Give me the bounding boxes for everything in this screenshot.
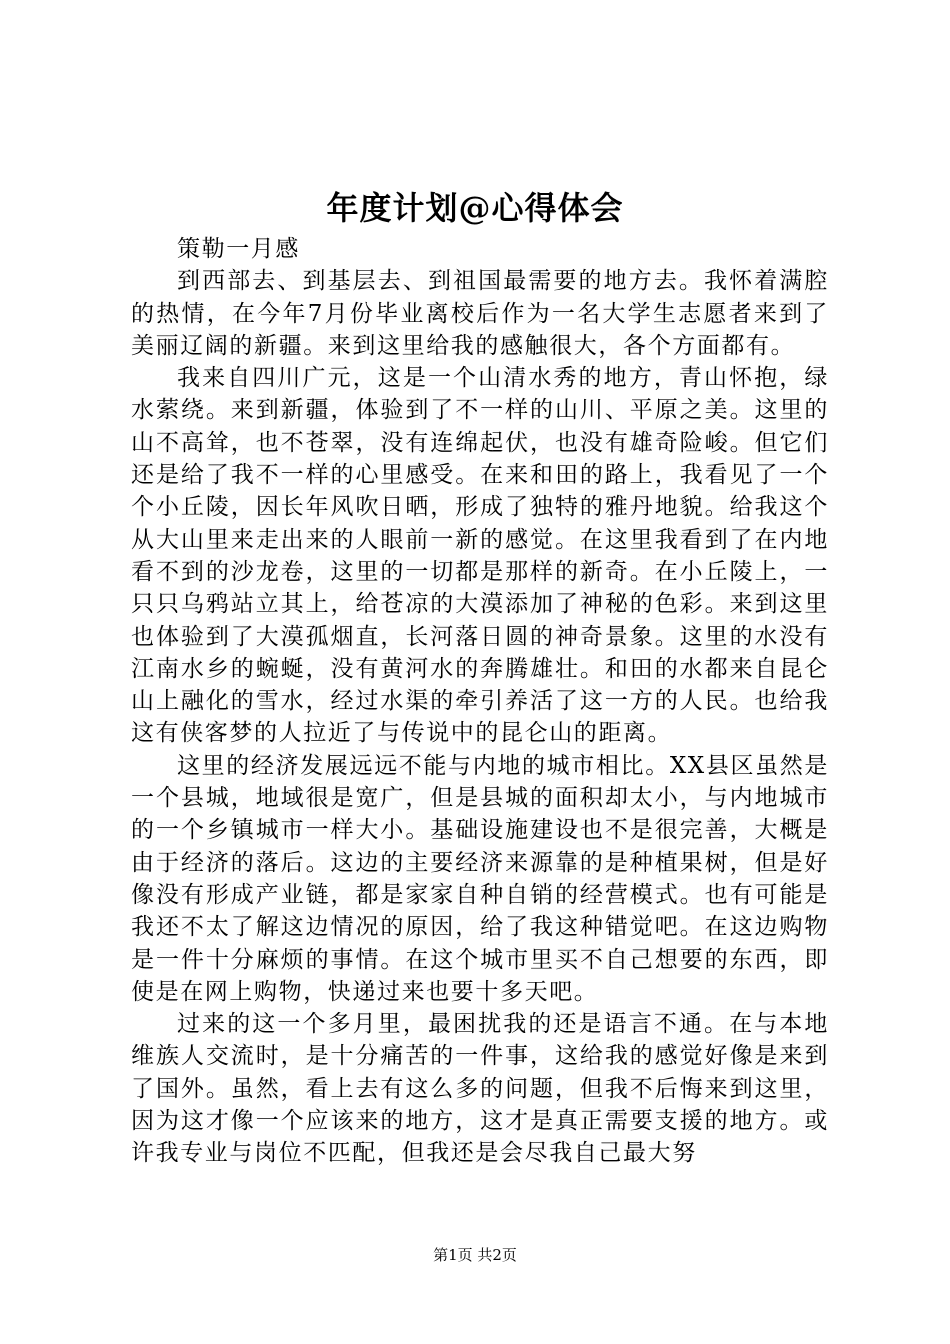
paragraph-3: 这里的经济发展远远不能与内地的城市相比。XX县区虽然是一个县城，地域很是宽广，但是县城的面积却太小，与内地城市的一个乡镇城市一样大小。基础设施建设也不是很完善，大概是由于经济的落后。这边的主要经济来源靠的是种植果树，但是好像没有形成产业链，都是家家自种自销的经营模式。也有可能是我还不太了解这边情况的原因，给了我这种错觉吧。在这边购物是一件十分麻烦的事情。在这个城市里买不自己想要的东西，即使是在网上购物，快递过来也要十多天吧。: [131, 752, 829, 1005]
paragraph-4: 过来的这一个多月里，最困扰我的还是语言不通。在与本地维族人交流时，是十分痛苦的一件事，这给我的感觉好像是来到了国外。虽然，看上去有这么多的问题，但我不后悔来到这里，因为这才像一个应该来的地方，这才是真正需要支援的地方。或许我专业与岗位不匹配，但我还是会尽我自己最大努: [131, 1011, 829, 1167]
document-title: 年度计划@心得体会: [326, 189, 624, 227]
paragraph-subtitle: 策勒一月感: [177, 236, 300, 262]
document-body: [131, 233, 829, 1170]
page-footer: 第1页 共2页: [433, 1246, 517, 1264]
paragraph-2: 我来自四川广元，这是一个山清水秀的地方，青山怀抱，绿水萦绕。来到新疆，体验到了不一样的山川、平原之美。这里的山不高耸，也不苍翠，没有连绵起伏，也没有雄奇险峻。但它们还是给了我不一样的心里感受。在来和田的路上，我看见了一个个小丘陵，因长年风吹日晒，形成了独特的雅丹地貌。给我这个从大山里来走出来的人眼前一新的感觉。在这里我看到了在内地看不到的沙龙卷，这里的一切都是那样的新奇。在小丘陵上，一只只乌鸦站立其上，给苍凉的大漠添加了神秘的色彩。来到这里也体验到了大漠孤烟直，长河落日圆的神奇景象。这里的水没有江南水乡的蜿蜒，没有黄河水的奔腾雄壮。和田的水都来自昆仑山上融化的雪水，经过水渠的牵引养活了这一方的人民。也给我这有侠客梦的人拉近了与传说中的昆仑山的距离。: [131, 365, 829, 747]
paragraph-1: 到西部去、到基层去、到祖国最需要的地方去。我怀着满腔的热情，在今年7月份毕业离校后作为一名大学生志愿者来到了美丽辽阔的新疆。来到这里给我的感触很大，各个方面都有。: [131, 268, 829, 359]
